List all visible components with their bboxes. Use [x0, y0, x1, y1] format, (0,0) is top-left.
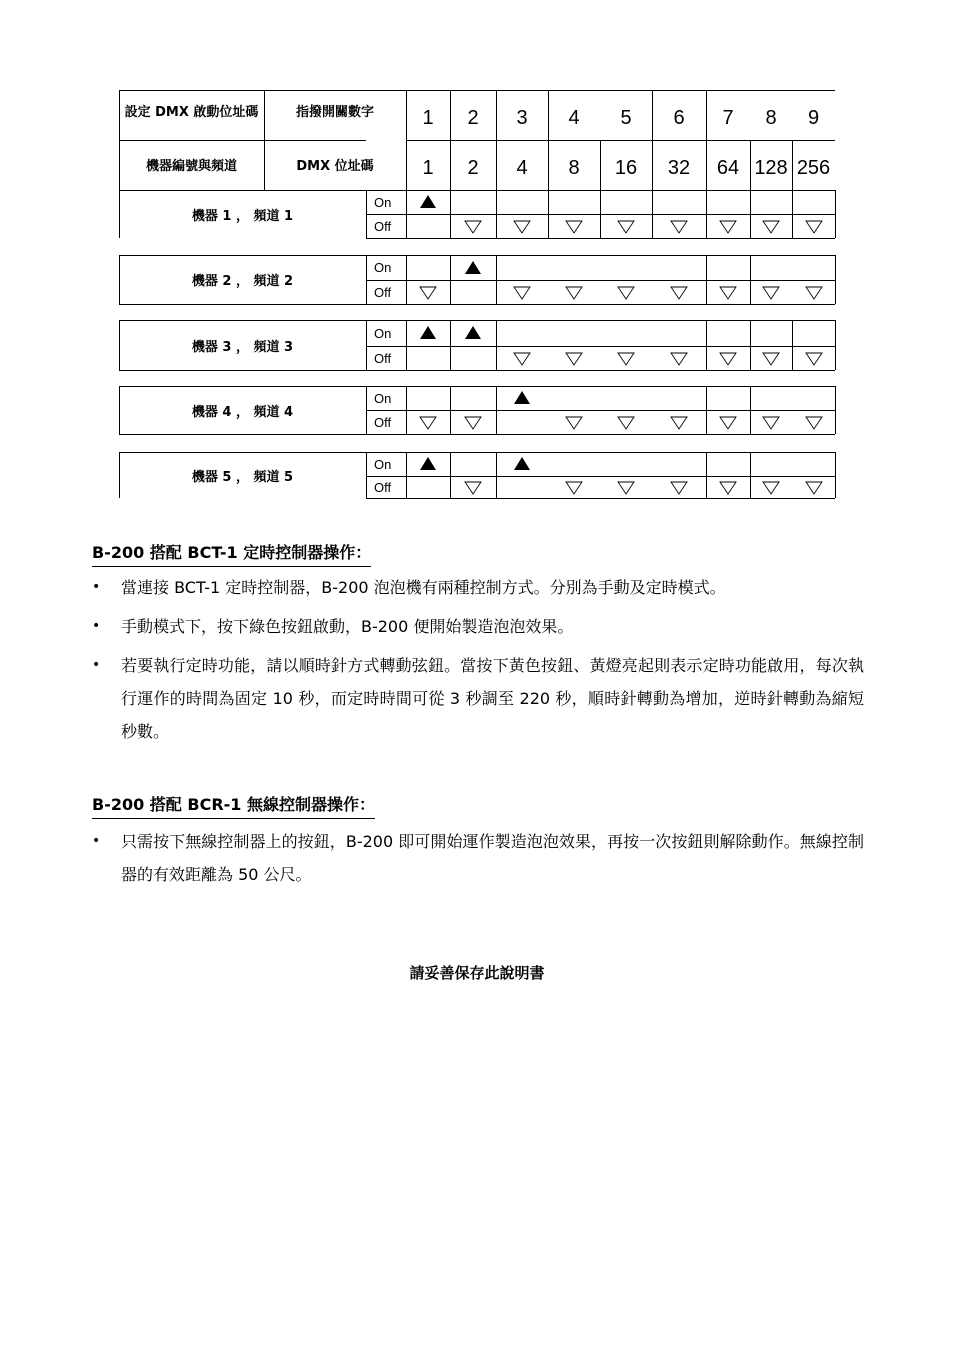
table-rule	[600, 190, 601, 238]
off-label: Off	[374, 479, 392, 495]
table-rule	[548, 190, 549, 238]
switch-number: 9	[807, 106, 820, 129]
switch-number: 2	[467, 106, 479, 129]
switch-off-marker	[565, 286, 583, 300]
table-rule	[450, 190, 451, 238]
switch-on-marker	[420, 457, 436, 470]
switch-off-marker	[762, 416, 780, 430]
table-rule	[366, 410, 835, 411]
table-rule	[706, 386, 707, 434]
table-rule	[706, 255, 707, 304]
switch-off-marker	[805, 286, 823, 300]
dmx-dip-switch-table	[0, 0, 954, 520]
table-rule	[750, 255, 751, 304]
switch-off-marker	[762, 220, 780, 234]
switch-off-marker	[617, 416, 635, 430]
switch-number: 4	[568, 106, 580, 129]
table-rule	[450, 386, 451, 434]
switch-off-marker	[513, 352, 531, 366]
switch-off-marker	[617, 481, 635, 495]
switch-off-marker	[805, 220, 823, 234]
footer-note: 請妥善保存此說明書	[409, 964, 545, 982]
switch-off-marker	[805, 416, 823, 430]
switch-on-marker	[465, 261, 481, 274]
section-bct1-list	[92, 571, 864, 748]
dmx-value: 4	[516, 156, 528, 179]
switch-off-marker	[464, 220, 482, 234]
table-rule	[706, 452, 707, 498]
table-rule	[835, 386, 836, 434]
device-name: 機器 2 ， 頻道 2	[191, 274, 294, 289]
table-rule	[366, 498, 835, 499]
switch-off-marker	[419, 286, 437, 300]
table-rule	[366, 476, 835, 477]
switch-off-marker	[719, 220, 737, 234]
switch-off-marker	[670, 352, 688, 366]
on-label: On	[374, 325, 392, 341]
table-rule	[750, 386, 751, 434]
switch-off-marker	[565, 481, 583, 495]
dmx-value: 2	[467, 156, 479, 179]
table-rule	[496, 190, 497, 238]
off-label: Off	[374, 284, 392, 300]
list-item: • 只需按下無線控制器上的按鈕，B-200 即可開始運作製造泡泡效果，再按一次按鈕則解除動作。無線控制器的有效距離為 50 公尺。	[92, 825, 864, 891]
section-bcr1-list	[92, 825, 864, 891]
switch-number: 3	[516, 106, 528, 129]
switch-off-marker	[565, 352, 583, 366]
switch-number: 7	[722, 106, 734, 129]
switch-on-marker	[465, 326, 481, 339]
table-rule	[450, 255, 451, 304]
switch-on-marker	[514, 391, 530, 404]
table-rule	[706, 320, 707, 370]
on-label: On	[374, 194, 392, 210]
dmx-value: 256	[796, 156, 831, 179]
switch-off-marker	[762, 352, 780, 366]
table-rule	[750, 320, 751, 370]
off-label: Off	[374, 414, 392, 430]
table-rule	[366, 280, 835, 281]
table-rule	[119, 304, 835, 305]
switch-off-marker	[617, 286, 635, 300]
section-bcr1-title: B-200 搭配 BCR-1 無線控制器操作：	[92, 792, 375, 819]
table-rule	[706, 190, 707, 238]
switch-off-marker	[670, 220, 688, 234]
switch-off-marker	[719, 416, 737, 430]
table-rule	[750, 452, 751, 498]
table-rule	[496, 386, 497, 434]
table-rule	[750, 190, 751, 238]
switch-number: 5	[620, 106, 632, 129]
table-rule	[406, 140, 835, 141]
table-rule	[496, 452, 497, 498]
table-rule	[450, 452, 451, 498]
on-label: On	[374, 390, 392, 406]
switch-on-marker	[514, 457, 530, 470]
switch-off-marker	[513, 220, 531, 234]
switch-off-marker	[762, 481, 780, 495]
switch-off-marker	[670, 286, 688, 300]
list-item: • 手動模式下，按下綠色按鈕啟動，B-200 便開始製造泡泡效果。	[92, 610, 864, 643]
table-rule	[496, 320, 497, 370]
switch-number-label: 指撥開關數字	[295, 104, 374, 120]
dmx-value: 1	[422, 156, 434, 179]
dmx-value: 128	[754, 156, 788, 179]
switch-off-marker	[464, 481, 482, 495]
switch-off-marker	[513, 286, 531, 300]
table-rule	[835, 255, 836, 304]
switch-number: 1	[422, 106, 434, 129]
switch-number: 8	[765, 106, 777, 129]
switch-off-marker	[719, 352, 737, 366]
switch-off-marker	[565, 220, 583, 234]
table-rule	[119, 370, 835, 371]
switch-off-marker	[719, 481, 737, 495]
switch-off-marker	[464, 416, 482, 430]
table-rule	[496, 255, 497, 304]
off-label: Off	[374, 350, 392, 366]
on-label: On	[374, 456, 392, 472]
switch-off-marker	[719, 286, 737, 300]
switch-off-marker	[617, 352, 635, 366]
switch-off-marker	[419, 416, 437, 430]
list-item: • 當連接 BCT-1 定時控制器，B-200 泡泡機有兩種控制方式。分別為手動及定時模式。	[92, 571, 864, 604]
switch-off-marker	[565, 416, 583, 430]
switch-off-marker	[617, 220, 635, 234]
switch-number: 6	[673, 106, 685, 129]
off-label: Off	[374, 218, 392, 234]
table-rule	[652, 190, 653, 238]
device-channel-label: 機器編號與頻道	[145, 158, 237, 174]
table-rule	[119, 434, 835, 435]
device-name: 機器 5 ， 頻道 5	[191, 469, 294, 485]
section-bct1-title: B-200 搭配 BCT-1 定時控制器操作：	[92, 540, 371, 567]
table-rule	[792, 320, 793, 370]
table-rule	[835, 320, 836, 370]
list-item: • 若要執行定時功能，請以順時針方式轉動弦鈕。當按下黃色按鈕、黃燈亮起則表示定時功能啟用，每次執行運作的時間為固定 10 秒，而定時時間可從 3 秒調至 220 秒，順時針轉動為增加，逆時針轉動為縮短秒數。	[92, 649, 864, 748]
switch-off-marker	[762, 286, 780, 300]
table-rule	[792, 190, 793, 238]
switch-off-marker	[670, 481, 688, 495]
dmx-address-label: 設定 DMX 啟動位址碼	[124, 104, 259, 120]
dmx-value: 8	[568, 156, 580, 179]
device-name: 機器 3 ， 頻道 3	[191, 339, 294, 355]
dmx-value: 64	[716, 156, 740, 179]
table-rule	[835, 452, 836, 498]
switch-off-marker	[670, 416, 688, 430]
table-rule	[366, 346, 835, 347]
device-name: 機器 1 ， 頻道 1	[191, 208, 294, 224]
table-rule	[835, 190, 836, 238]
switch-on-marker	[420, 326, 436, 339]
dmx-value: 16	[614, 156, 638, 179]
switch-on-marker	[420, 195, 436, 208]
device-name: 機器 4 ， 頻道 4	[191, 404, 294, 420]
switch-off-marker	[805, 481, 823, 495]
table-rule	[366, 238, 835, 239]
switch-off-marker	[805, 352, 823, 366]
dmx-value: 32	[667, 156, 691, 179]
dmx-code-label: DMX 位址碼	[296, 158, 374, 174]
table-rule	[450, 320, 451, 370]
on-label: On	[374, 260, 392, 275]
